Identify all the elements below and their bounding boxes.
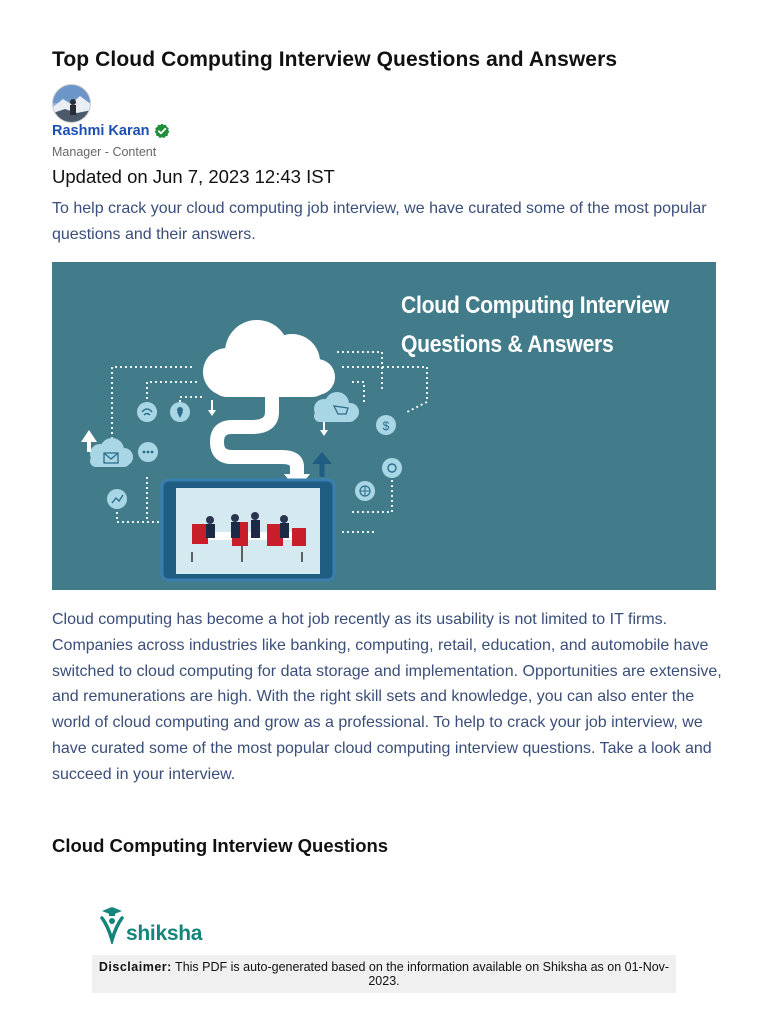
disclaimer-text: This PDF is auto-generated based on the information available on Shiksha as on 01-Nov-2023. (171, 960, 670, 988)
author-name[interactable]: Rashmi Karan (52, 123, 150, 139)
author-role: Manager - Content (52, 145, 157, 159)
svg-text:$: $ (382, 419, 390, 433)
shiksha-graduate-icon (100, 906, 124, 944)
article-title: Top Cloud Computing Interview Questions and Answers (52, 48, 618, 71)
author-link[interactable] (52, 123, 170, 139)
updated-date: Updated on Jun 7, 2023 12:43 IST (52, 166, 335, 187)
hero-title-line2: Questions & Answers (401, 331, 614, 358)
hero-banner (52, 262, 716, 590)
article-summary: To help crack your cloud computing job interview, we have curated some of the most popular questions and their answers. (52, 200, 707, 243)
section-heading: Cloud Computing Interview Questions (52, 835, 389, 856)
hero-title (401, 286, 669, 364)
author-avatar[interactable] (52, 84, 91, 123)
disclaimer-label: Disclaimer: (98, 960, 172, 974)
article-body: Cloud computing has become a hot job recently as its usability is not limited to IT firms. Companies across industries like banking, computing, retail, education, and automobile have switched to cloud computing for data storage and implementation. Opportunities are extensive, and remunerations are high. With the right skill sets and knowledge, you can also enter the world of cloud computing and grow as a professional. To help to crack your job interview, we have curated some of the most popular cloud computing interview questions. Take a look and succeed in your interview. (52, 611, 722, 783)
shiksha-logo[interactable] (100, 906, 202, 944)
logo-text: shiksha (126, 922, 203, 945)
check-badge-icon (154, 123, 170, 139)
disclaimer-box (92, 955, 676, 993)
hero-title-line1: Cloud Computing Interview (401, 292, 669, 319)
